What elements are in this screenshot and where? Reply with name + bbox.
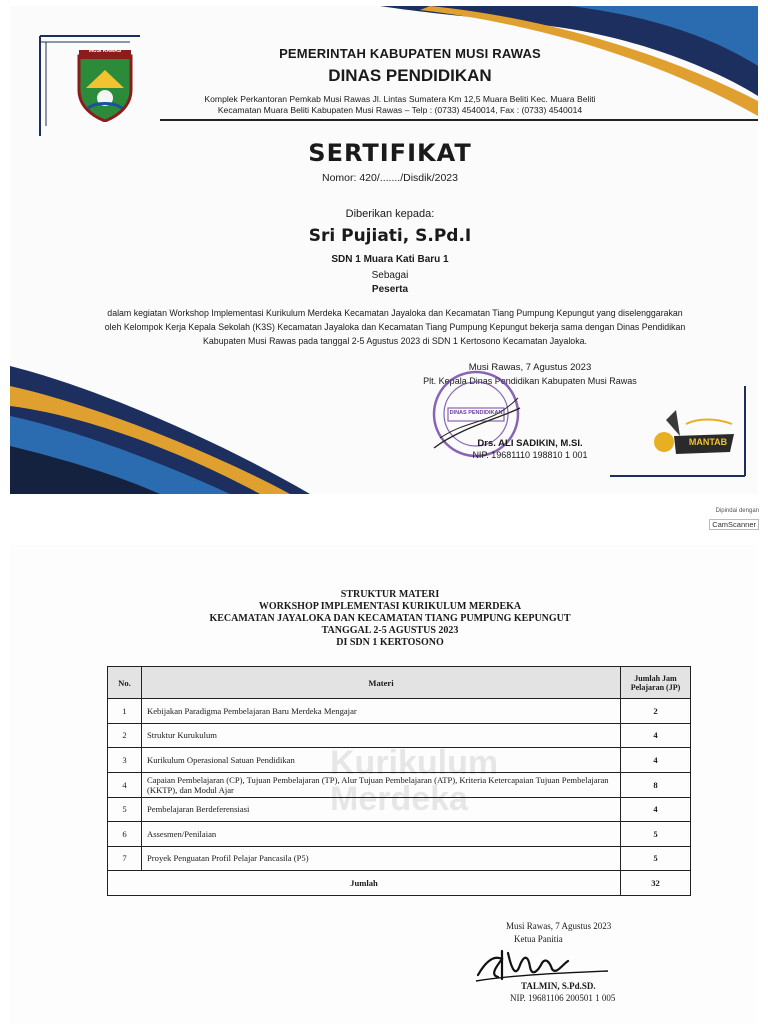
camscanner-watermark <box>697 508 759 532</box>
row-jp: 4 <box>621 723 691 748</box>
badge-text: MANTAB <box>688 437 728 447</box>
column-header-materi: Materi <box>142 667 621 699</box>
row-jp: 8 <box>621 772 691 797</box>
row-jp: 5 <box>621 846 691 871</box>
materi-heading-1: STRUKTUR MATERI <box>340 589 440 600</box>
row-jp: 4 <box>621 797 691 822</box>
row-no: 7 <box>108 846 142 871</box>
table-header-row <box>108 667 691 699</box>
table-row <box>108 748 691 773</box>
certificate-page <box>10 6 758 494</box>
committee-chair-name: TALMIN, S.Pd.SD. <box>521 981 596 991</box>
header-divider <box>160 119 758 121</box>
total-value: 32 <box>621 871 691 896</box>
materi-heading-5: DI SDN 1 KERTOSONO <box>336 637 444 648</box>
header-government: PEMERINTAH KABUPATEN MUSI RAWAS <box>279 46 541 61</box>
total-label: Jumlah <box>108 871 621 896</box>
row-materi: Assesmen/Penilaian <box>142 822 621 847</box>
watermark-line1: Kurikulum <box>330 744 499 782</box>
certificate-number: Nomor: 420/......./Disdik/2023 <box>322 172 458 184</box>
musi-rawas-logo <box>76 48 134 122</box>
certificate-title: SERTIFIKAT <box>308 139 472 167</box>
header-department: DINAS PENDIDIKAN <box>328 66 492 85</box>
table-row <box>108 797 691 822</box>
header-address-line2: Kecamatan Muara Beliti Kabupaten Musi Rawas – Telp : (0733) 4540014, Fax : (0733) 4540014 <box>217 105 583 115</box>
signature-position: Plt. Kepala Dinas Pendidikan Kabupaten Musi Rawas <box>423 376 637 386</box>
materi-page <box>10 545 756 1024</box>
table-row <box>108 822 691 847</box>
scanner-label: Dipindai dengan <box>715 508 759 514</box>
row-materi: Struktur Kurukulum <box>142 723 621 748</box>
row-materi: Kurikulum Operasional Satuan Pendidikan <box>142 748 621 773</box>
row-no: 3 <box>108 748 142 773</box>
table-row <box>108 723 691 748</box>
row-materi: Kebijakan Paradigma Pembelajaran Baru Merdeka Mengajar <box>142 699 621 724</box>
materi-heading-3: KECAMATAN JAYALOKA DAN KECAMATAN TIANG PUMPUNG KEPUNGUT <box>209 613 571 624</box>
as-label: Sebagai <box>371 270 409 281</box>
header-address-line1: Komplek Perkantoran Pemkab Musi Rawas Jl. Lintas Sumatera Km 12,5 Muara Beliti Kec. Muara Beliti <box>204 94 596 104</box>
handwritten-signature <box>472 941 612 985</box>
row-materi: Pembelajaran Berdeferensiasi <box>142 797 621 822</box>
materi-heading-2: WORKSHOP IMPLEMENTASI KURIKULUM MERDEKA <box>258 601 522 612</box>
signatory-name: Drs. ALI SADIKIN, M.SI. <box>477 438 583 449</box>
committee-position: Ketua Panitia <box>514 934 563 944</box>
materi-table <box>107 666 691 896</box>
recipient-school: SDN 1 Muara Kati Baru 1 <box>331 254 449 265</box>
table-total-row <box>108 871 691 896</box>
recipient-name: Sri Pujiati, S.Pd.I <box>308 226 472 246</box>
logo-text: MUSI RAWAS <box>88 48 122 54</box>
row-no: 5 <box>108 797 142 822</box>
given-to-label: Diberikan kepada: <box>345 208 435 220</box>
row-jp: 2 <box>621 699 691 724</box>
committee-place-date: Musi Rawas, 7 Agustus 2023 <box>506 921 612 931</box>
column-header-no: No. <box>108 667 142 699</box>
stamp-text: DINAS PENDIDIKAN <box>449 410 503 416</box>
row-jp: 5 <box>621 822 691 847</box>
table-row <box>108 772 691 797</box>
materi-heading-4: TANGGAL 2-5 AGUSTUS 2023 <box>321 625 459 636</box>
committee-chair-nip: NIP. 19681106 200501 1 005 <box>510 993 616 1003</box>
row-materi: Proyek Penguatan Profil Pelajar Pancasila (P5) <box>142 846 621 871</box>
row-jp: 4 <box>621 748 691 773</box>
signature-place-date: Musi Rawas, 7 Agustus 2023 <box>468 362 592 373</box>
watermark-line2: Merdeka <box>330 780 468 818</box>
signatory-nip: NIP. 19681110 198810 1 001 <box>472 450 588 460</box>
row-no: 2 <box>108 723 142 748</box>
column-header-jp: Jumlah Jam Pelajaran (JP) <box>621 667 691 699</box>
recipient-role: Peserta <box>371 284 409 295</box>
row-no: 6 <box>108 822 142 847</box>
certificate-body-text: dalam kegiatan Workshop Implementasi Kurikulum Merdeka Kecamatan Jayaloka dan Kecamatan Tiang Pumpung Kepungut yang diselenggarakan oleh Kelompok Kerja Kepala Sekolah (K3S) Kecamatan Jayaloka dan Kecamatan Tiang Pumpung Kepungut bekerja sama dengan Dinas Pendidikan Kabupaten Musi Rawas pada tanggal 2-5 Agustus 2023 di SDN 1 Kertosono Kecamatan Jayaloka. <box>104 308 686 346</box>
row-no: 1 <box>108 699 142 724</box>
row-materi: Capaian Pembelajaran (CP), Tujuan Pembelajaran (TP), Alur Tujuan Pembelajaran (ATP), Kriteria Ketercapaian Tujuan Pembelajaran (KKTP), dan Modul Ajar <box>142 772 621 797</box>
table-row <box>108 846 691 871</box>
scanner-brand: CamScanner <box>709 519 759 530</box>
table-row <box>108 699 691 724</box>
row-no: 4 <box>108 772 142 797</box>
